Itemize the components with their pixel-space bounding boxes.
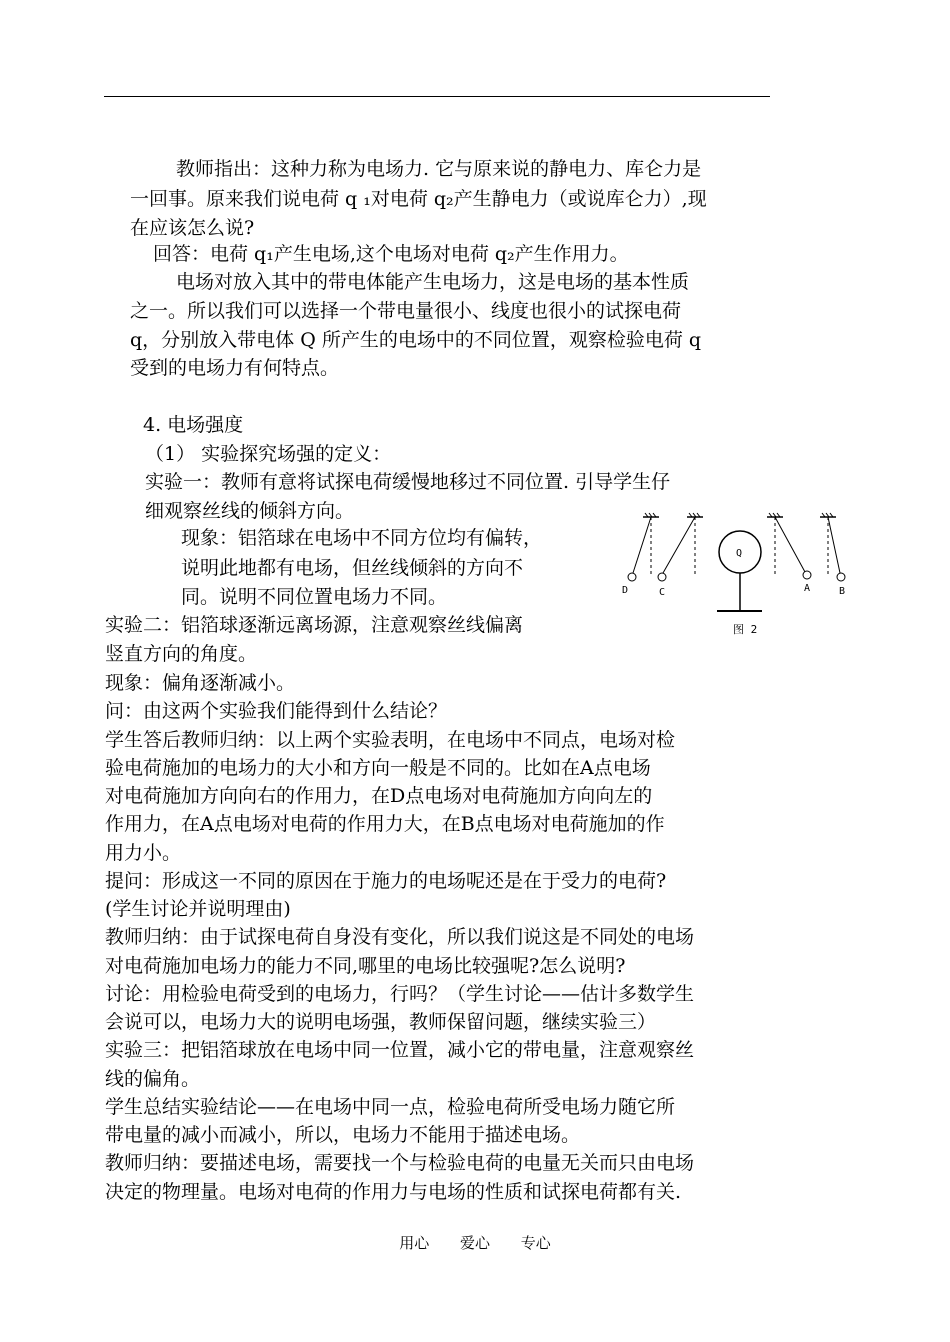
text-line-1: 教师指出：这种力称为电场力. 它与原来说的静电力、库仑力是 bbox=[176, 158, 702, 180]
text-line-4: 回答：电荷 q₁产生电场,这个电场对电荷 q₂产生作用力。 bbox=[153, 243, 629, 265]
text-line-13: 现象：铝箔球在电场中不同方位均有偏转， bbox=[181, 527, 543, 549]
text-line-3: 在应该怎么说? bbox=[130, 217, 255, 239]
text-line-30: 会说可以，电场力大的说明电场强，教师保留问题，继续实验三） bbox=[105, 1011, 657, 1033]
ceiling-hatch-4 bbox=[820, 513, 836, 517]
ball-a bbox=[803, 571, 811, 579]
subsection-heading: （1） 实验探究场强的定义： bbox=[145, 443, 392, 465]
text-line-7: q，分别放入带电体 Q 所产生的电场中的不同位置，观察检验电荷 q bbox=[130, 329, 702, 351]
text-line-29: 讨论：用检验电荷受到的电场力，行吗？（学生讨论——估计多数学生 bbox=[105, 983, 695, 1005]
text-line-35: 教师归纳：要描述电场，需要找一个与检验电荷的电量无关而只由电场 bbox=[105, 1152, 695, 1174]
text-line-18: 现象：偏角逐渐减小。 bbox=[105, 672, 296, 694]
text-line-28: 对电荷施加电场力的能力不同,哪里的电场比较强呢?怎么说明? bbox=[105, 955, 626, 977]
text-line-31: 实验三：把铝箔球放在电场中同一位置，减小它的带电量，注意观察丝 bbox=[105, 1039, 695, 1061]
text-line-12: 细观察丝线的倾斜方向。 bbox=[145, 500, 355, 522]
thread-b bbox=[828, 517, 840, 573]
text-line-34: 带电量的减小而减小，所以，电场力不能用于描述电场。 bbox=[105, 1124, 581, 1146]
text-line-24: 用力小。 bbox=[105, 842, 182, 864]
thread-a bbox=[775, 517, 805, 572]
text-line-17: 竖直方向的角度。 bbox=[105, 643, 258, 665]
text-line-19: 问：由这两个实验我们能得到什么结论？ bbox=[105, 700, 448, 722]
text-line-16: 实验二：铝箔球逐渐远离场源，注意观察丝线偏离 bbox=[105, 614, 524, 636]
ball-c bbox=[658, 573, 666, 581]
text-line-14: 说明此地都有电场，但丝线倾斜的方向不 bbox=[181, 557, 524, 579]
ceiling-hatch-1 bbox=[643, 513, 659, 517]
ball-b bbox=[837, 573, 845, 581]
text-line-20: 学生答后教师归纳：以上两个实验表明，在电场中不同点，电场对检 bbox=[105, 729, 676, 751]
thread-d bbox=[633, 517, 651, 573]
text-line-15: 同。说明不同位置电场力不同。 bbox=[181, 586, 448, 608]
text-line-5: 电场对放入其中的带电体能产生电场力，这是电场的基本性质 bbox=[176, 271, 690, 293]
text-line-8: 受到的电场力有何特点。 bbox=[130, 357, 340, 379]
label-d: D bbox=[622, 585, 629, 596]
page-footer: 用心 爱心 专心 bbox=[399, 1234, 551, 1252]
thread-c bbox=[663, 517, 695, 573]
section-heading: 4. 电场强度 bbox=[143, 414, 244, 436]
label-c: C bbox=[659, 587, 666, 598]
text-line-23: 作用力，在A点电场对电荷的作用力大，在B点电场对电荷施加的作 bbox=[105, 813, 665, 835]
text-line-11: 实验一：教师有意将试探电荷缓慢地移过不同位置. 引导学生仔 bbox=[145, 471, 671, 493]
text-line-27: 教师归纳：由于试探电荷自身没有变化，所以我们说这是不同处的电场 bbox=[105, 926, 695, 948]
text-line-25: 提问：形成这一不同的原因在于施力的电场呢还是在于受力的电荷? bbox=[105, 870, 667, 892]
text-line-21: 验电荷施加的电场力的大小和方向一般是不同的。比如在A点电场 bbox=[105, 757, 651, 779]
text-line-32: 线的偏角。 bbox=[105, 1068, 201, 1090]
label-q: Q bbox=[736, 548, 743, 559]
text-line-26: (学生讨论并说明理由) bbox=[105, 898, 291, 920]
text-line-22: 对电荷施加方向向右的作用力，在D点电场对电荷施加方向向左的 bbox=[105, 785, 653, 807]
header-rule bbox=[104, 96, 770, 97]
text-line-33: 学生总结实验结论——在电场中同一点，检验电荷所受电场力随它所 bbox=[105, 1096, 676, 1118]
ball-d bbox=[628, 573, 636, 581]
label-a: A bbox=[804, 583, 811, 594]
ceiling-hatch-3 bbox=[767, 513, 783, 517]
text-line-2: 一回事。原来我们说电荷 q ₁对电荷 q₂产生静电力（或说库仑力）,现 bbox=[130, 188, 707, 210]
ceiling-hatch-2 bbox=[687, 513, 703, 517]
figure-caption: 图 2 bbox=[733, 623, 758, 636]
text-line-6: 之一。所以我们可以选择一个带电量很小、线度也很小的试探电荷 bbox=[130, 300, 682, 322]
label-b: B bbox=[839, 586, 846, 597]
text-line-36: 决定的物理量。电场对电荷的作用力与电场的性质和试探电荷都有关. bbox=[105, 1181, 682, 1203]
pendulum-figure bbox=[615, 505, 865, 645]
